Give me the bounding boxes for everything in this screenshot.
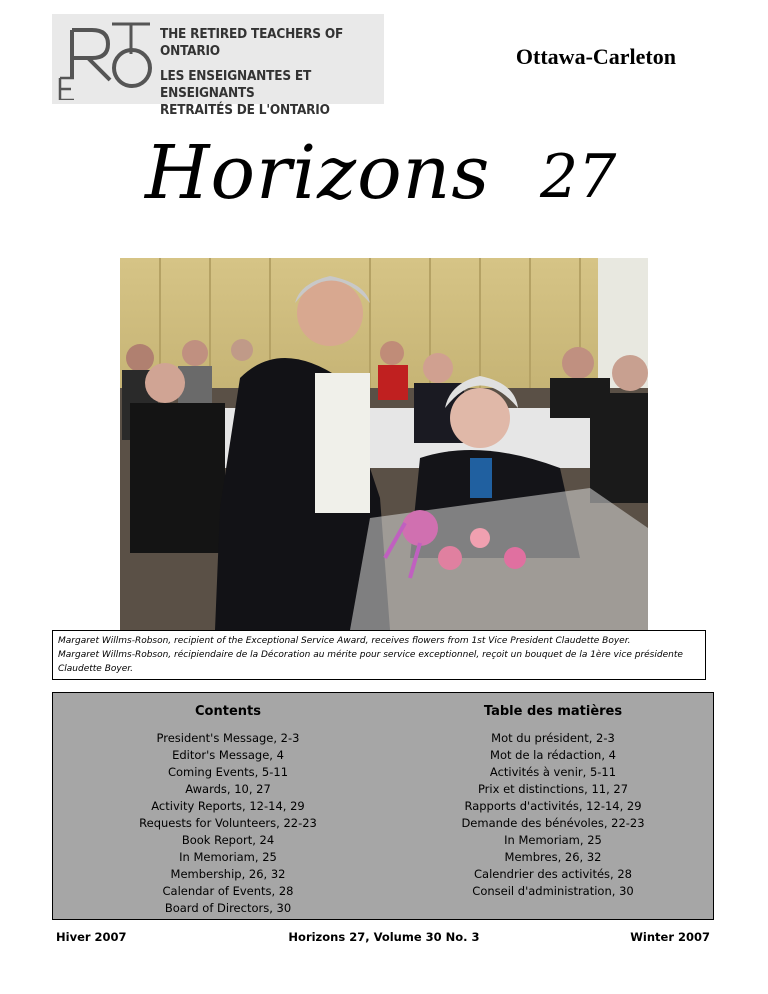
contents-french	[408, 703, 698, 900]
toc-item: Mot de la rédaction, 4	[490, 748, 616, 762]
contents-heading-french: Table des matières	[483, 704, 623, 719]
toc-item: Membres, 26, 32	[504, 850, 602, 864]
logo-line-english: THE RETIRED TEACHERS OF ONTARIO	[160, 26, 344, 59]
toc-item: Board of Directors, 30	[164, 901, 292, 915]
toc-item: Coming Events, 5-11	[167, 765, 289, 779]
toc-item: Conseil d'administration, 30	[472, 884, 634, 898]
toc-item: Awards, 10, 27	[185, 782, 271, 796]
toc-item: Mot du président, 2-3	[491, 731, 615, 745]
toc-item: In Memoriam, 25	[179, 850, 277, 864]
toc-item: Activity Reports, 12-14, 29	[151, 799, 305, 813]
toc-item: In Memoriam, 25	[504, 833, 602, 847]
footer-season-french: Hiver 2007	[56, 930, 127, 944]
table-of-contents	[52, 692, 714, 920]
footer-issue: Horizons 27, Volume 30 No. 3	[288, 930, 480, 944]
cover-photo	[120, 258, 648, 630]
branch-name: Ottawa-Carleton	[515, 44, 676, 69]
toc-item: Editor's Message, 4	[172, 748, 284, 762]
footer-season-english: Winter 2007	[630, 930, 710, 944]
toc-item: Prix et distinctions, 11, 27	[477, 782, 629, 796]
toc-item: President's Message, 2-3	[156, 731, 300, 745]
masthead-number: 27	[540, 142, 617, 212]
rto-logo	[52, 14, 384, 118]
logo-line-french-2: RETRAITÉS DE L'ONTARIO	[160, 102, 330, 118]
photo-caption	[52, 630, 706, 680]
contents-heading-english: Contents	[195, 704, 261, 719]
toc-item: Book Report, 24	[181, 833, 275, 847]
caption-french: Margaret Willms-Robson, récipiendaire de la Décoration au mérite pour service exceptionnel, reçoit un bouquet de la 1ère vice présidente Claudette Boyer.	[58, 650, 683, 674]
contents-english	[83, 703, 373, 917]
toc-item: Rapports d'activités, 12-14, 29	[464, 799, 642, 813]
logo-line-french-1: LES ENSEIGNANTES ET ENSEIGNANTS	[160, 68, 312, 101]
caption-english: Margaret Willms-Robson, recipient of the Exceptional Service Award, receives flowers from 1st Vice President Claudette Boyer.	[58, 636, 631, 646]
toc-item: Membership, 26, 32	[170, 867, 286, 881]
toc-item: Calendrier des activités, 28	[474, 867, 632, 881]
masthead-title: Horizons	[145, 130, 491, 216]
rto-monogram-icon	[58, 20, 154, 100]
toc-item: Requests for Volunteers, 22-23	[139, 816, 317, 830]
masthead	[145, 100, 665, 260]
toc-item: Calendar of Events, 28	[162, 884, 294, 898]
award-ceremony-photo	[120, 258, 648, 630]
toc-item: Activités à venir, 5-11	[489, 765, 617, 779]
toc-item: Demande des bénévoles, 22-23	[461, 816, 645, 830]
